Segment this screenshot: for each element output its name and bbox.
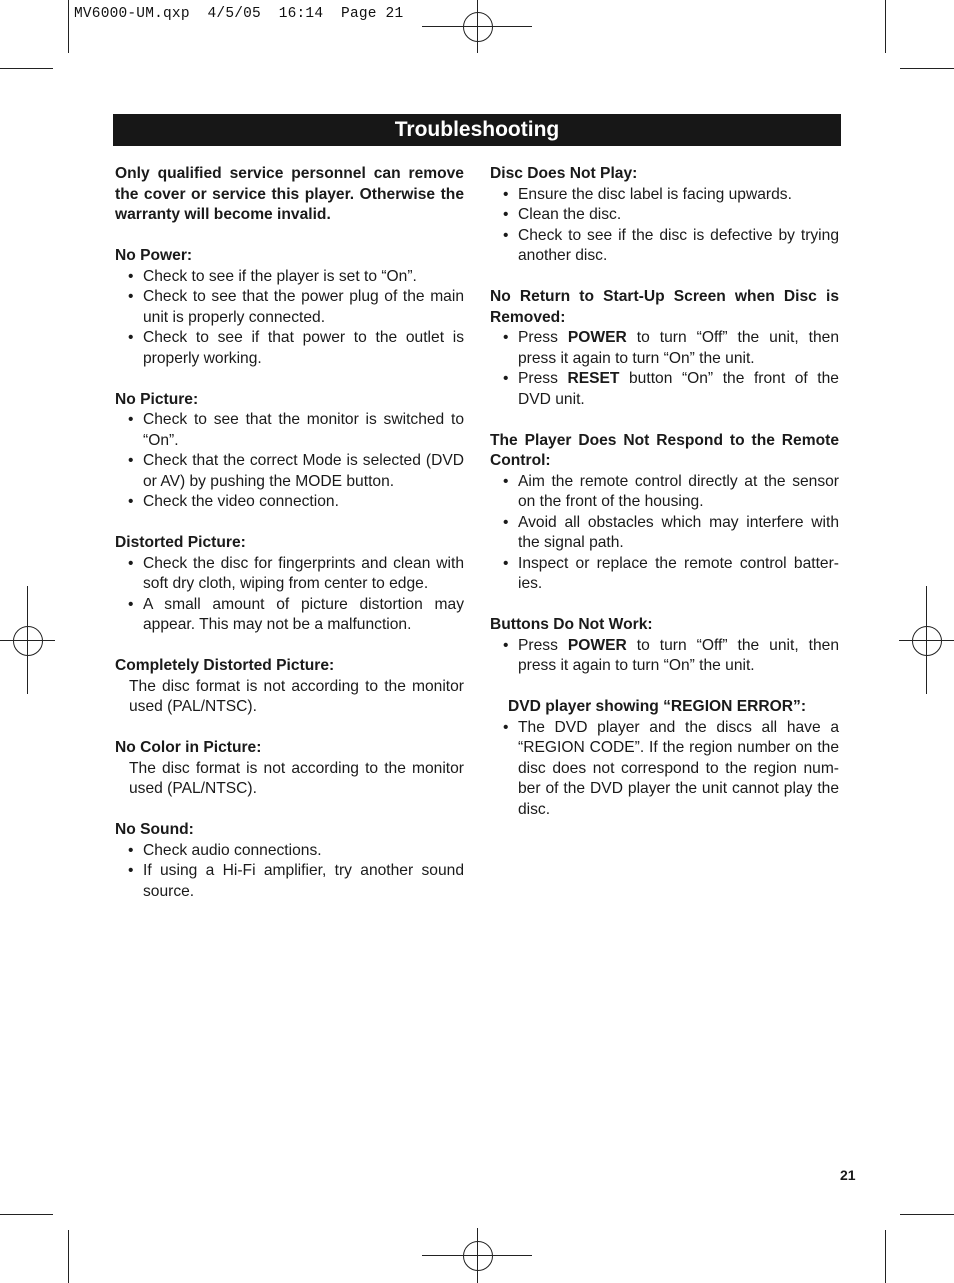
section-no-power (115, 246, 464, 369)
key-label: POWER (567, 636, 627, 654)
section-distorted-picture (115, 533, 464, 636)
section-region-error (490, 697, 839, 820)
list-item: • Press POWER to turn “Off” the unit, then press it again to turn “On” the unit. (503, 329, 839, 367)
section-buttons (490, 615, 839, 677)
crop-mark (900, 68, 954, 69)
crop-mark (0, 68, 53, 69)
list-item: • Press RESET button “On” the front of the DVD unit. (503, 370, 839, 408)
section-disc-not-play (490, 164, 839, 267)
section-heading: Buttons Do Not Work: (490, 616, 653, 633)
section-heading: Completely Distorted Picture: (115, 657, 335, 674)
list-item: • A small amount of picture distortion may appear. This may not be a malfunction. (128, 595, 464, 633)
key-label: RESET (567, 370, 620, 387)
list-item: • Press POWER to turn “Off” the unit, then press it again to turn “On” the unit. (503, 636, 839, 674)
registration-circle-icon (463, 1241, 493, 1271)
registration-circle-icon (912, 626, 942, 656)
crop-mark (68, 0, 69, 53)
list-item: • If using a Hi-Fi amplifier, try another sound source. (128, 862, 464, 900)
list-item: • Check to see that the monitor is switched to “On”. (128, 411, 464, 449)
section-heading: Disc Does Not Play: (490, 165, 638, 182)
list-item: • Ensure the disc label is facing upwards. (503, 185, 792, 203)
registration-circle-icon (463, 12, 493, 42)
page-title: Troubleshooting (113, 114, 841, 146)
left-column (115, 164, 464, 923)
page-number: 21 (840, 1167, 856, 1183)
registration-circle-icon (13, 626, 43, 656)
list-item: • Check the disc for fingerprints and clean with soft dry cloth, wiping from center to edge. (128, 554, 464, 592)
list-item: • Check to see if the disc is defective by trying another disc. (503, 226, 839, 264)
crop-mark (900, 1214, 954, 1215)
list-item: • Check the video connection. (128, 493, 339, 510)
warning-note: Only qualified service personnel can remove the cover or service this player. Otherwise the warranty will become invalid. (115, 165, 464, 223)
crop-mark (885, 0, 886, 53)
list-item: • Avoid all obstacles which may interfere with the signal path. (503, 513, 839, 551)
print-slug-header: MV6000-UM.qxp 4/5/05 16:14 Page 21 (74, 6, 404, 22)
section-heading: DVD player showing “REGION ERROR”: (508, 698, 807, 715)
list-item: • Check that the correct Mode is selected (DVD or AV) by pushing the MODE button. (128, 452, 464, 490)
section-remote (490, 431, 839, 595)
list-item: • The DVD player and the discs all have a “REGION CODE”. If the region number on the disc does not correspond to the region num-ber of the DVD player the unit cannot play the disc. (503, 718, 839, 818)
list-item: • Check audio connections. (128, 841, 322, 859)
section-heading: No Picture: (115, 390, 199, 408)
section-heading: Distorted Picture: (115, 534, 246, 551)
section-text: The disc format is not according to the monitor used (PAL/NTSC). (129, 677, 464, 715)
key-label: POWER (567, 329, 627, 346)
list-item: • Check to see if that power to the outlet is properly working. (128, 329, 464, 367)
section-no-sound (115, 820, 464, 902)
list-item: • Check to see if the player is set to “On”. (128, 267, 417, 285)
section-no-return (490, 287, 839, 410)
list-item: • Inspect or replace the remote control batter-ies. (503, 554, 839, 592)
crop-mark (885, 1230, 886, 1283)
section-text: The disc format is not according to the monitor used (PAL/NTSC). (129, 759, 464, 797)
section-heading: No Return to Start-Up Screen when Disc is Removed: (490, 288, 839, 326)
crop-mark (0, 1214, 53, 1215)
right-column (490, 164, 839, 841)
list-item: • Clean the disc. (503, 206, 622, 223)
section-heading: No Color in Picture: (115, 739, 262, 756)
crop-mark (68, 1230, 69, 1283)
section-heading: No Power: (115, 247, 193, 264)
list-item: • Aim the remote control directly at the sensor on the front of the housing. (503, 472, 839, 510)
list-item: • Check to see that the power plug of the main unit is properly connected. (128, 288, 464, 326)
section-no-color (115, 738, 464, 800)
section-completely-distorted (115, 656, 464, 718)
section-no-picture (115, 390, 464, 513)
section-heading: No Sound: (115, 821, 194, 838)
section-heading: The Player Does Not Respond to the Remote Control: (490, 431, 839, 469)
